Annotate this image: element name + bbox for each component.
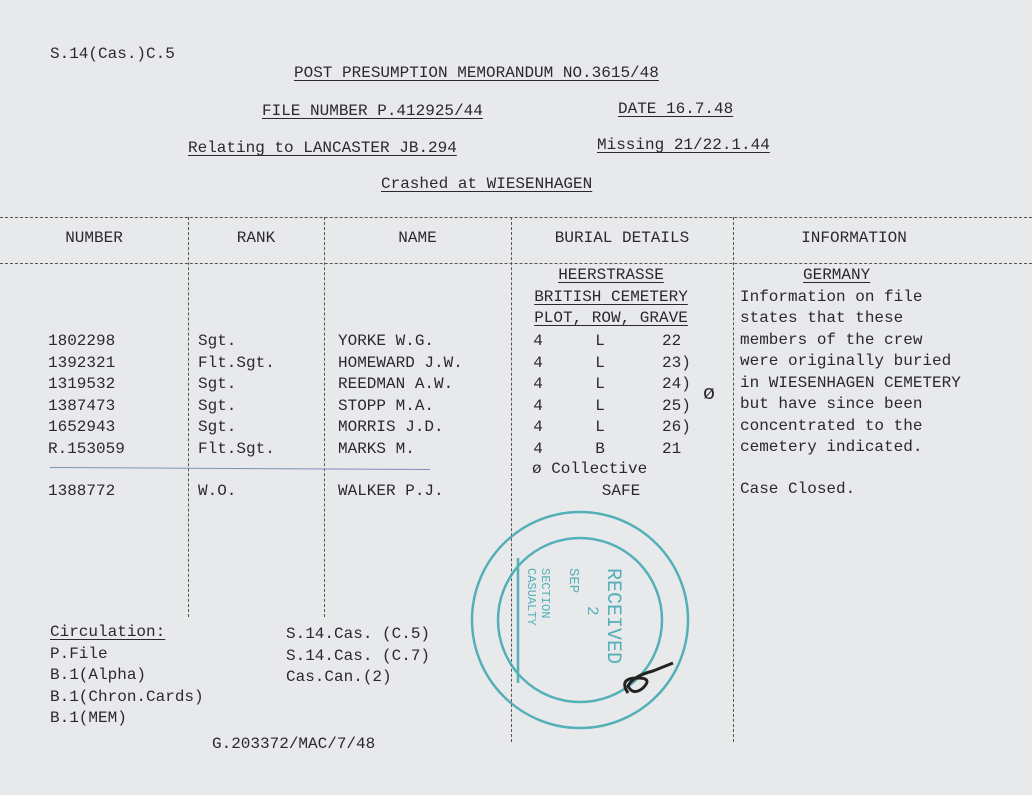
collective-note: ø Collective [532, 460, 648, 478]
circulation-item: B.1(Alpha) [50, 666, 147, 684]
casualty-name: YORKE W.G. [338, 332, 435, 350]
reference-code: S.14(Cas.)C.5 [50, 45, 175, 63]
table-row [0, 353, 733, 375]
grave-number: 25) [662, 396, 691, 415]
information-text [740, 265, 961, 459]
grave-plot: 4 [533, 418, 543, 436]
casualty-number: 1319532 [48, 375, 116, 393]
information-line: were originally buried [740, 352, 952, 370]
svg-text:RECEIVED: RECEIVED [601, 568, 624, 665]
cemetery-name: HEERSTRASSE [558, 266, 664, 284]
case-closed: Case Closed. [740, 480, 856, 498]
circulation-item: P.File [50, 644, 108, 663]
information-line: Information on file [740, 287, 923, 306]
grave-row: L [595, 375, 605, 393]
circulation-item: Cas.Can.(2) [286, 668, 392, 686]
collective-mark: ø [703, 383, 716, 406]
information-line: in WIESENHAGEN CEMETERY [740, 373, 961, 392]
column-divider [733, 217, 734, 742]
cemetery-type: BRITISH CEMETERY [534, 287, 688, 306]
information-heading: GERMANY [803, 266, 871, 284]
casualty-name: STOPP M.A. [338, 396, 435, 415]
grave-plot: 4 [533, 353, 543, 372]
grave-row: L [595, 418, 605, 436]
information-line: concentrated to the [740, 416, 923, 435]
casualty-rank: Flt.Sgt. [198, 353, 275, 372]
burial-cemetery-header [511, 265, 711, 330]
circulation-heading: Circulation: [50, 623, 166, 641]
casualty-name: HOMEWARD J.W. [338, 353, 463, 372]
circulation-item: B.1(MEM) [50, 709, 127, 727]
circulation-list [50, 622, 204, 730]
casualty-name: REEDMAN A.W. [338, 375, 454, 393]
casualty-number: R.153059 [48, 439, 125, 458]
casualty-rank: Sgt. [198, 418, 237, 436]
table-header-rule [0, 263, 1032, 264]
casualty-rank: Sgt. [198, 375, 237, 393]
grave-plot: 4 [533, 332, 543, 350]
grave-plot: 4 [533, 375, 543, 393]
casualty-rank: Sgt. [198, 396, 237, 415]
grave-row: B [595, 439, 605, 458]
information-line: members of the crew [740, 330, 923, 349]
casualty-name: MORRIS J.D. [338, 418, 444, 436]
relating-to: Relating to LANCASTER JB.294 [188, 139, 457, 157]
missing-date: Missing 21/22.1.44 [597, 136, 770, 154]
received-stamp [468, 508, 693, 733]
circulation-item: B.1(Chron.Cards) [50, 687, 204, 706]
svg-text:CASUALTY: CASUALTY [524, 568, 538, 626]
crash-location: Crashed at WIESENHAGEN [381, 175, 593, 193]
safe-number: 1388772 [48, 482, 116, 500]
table-row [0, 439, 733, 461]
casualty-rows [0, 331, 733, 460]
information-line: cemetery indicated. [740, 438, 923, 456]
information-line: states that these [740, 309, 904, 327]
casualty-number: 1387473 [48, 396, 116, 415]
memo-title: POST PRESUMPTION MEMORANDUM NO.3615/48 [294, 64, 659, 82]
table-top-rule [0, 217, 1032, 218]
safe-burial: SAFE [601, 482, 641, 500]
memo-date: DATE 16.7.48 [618, 100, 734, 118]
grave-number: 24) [662, 375, 691, 393]
signature-scribble [625, 663, 673, 693]
grave-plot: 4 [533, 396, 543, 415]
column-header-burial: BURIAL DETAILS [554, 229, 690, 247]
svg-text:SEP: SEP [565, 568, 581, 594]
column-header-number: NUMBER [65, 229, 123, 247]
information-line: but have since been [740, 395, 923, 413]
grave-row: L [595, 353, 605, 372]
svg-text:2: 2 [583, 606, 601, 616]
grave-number: 22 [662, 332, 682, 350]
circulation-item: S.14.Cas. (C.7) [286, 646, 431, 665]
separator-pen-line [50, 467, 430, 470]
casualty-rank: Flt.Sgt. [198, 439, 275, 458]
table-row [0, 396, 733, 418]
column-header-name: NAME [398, 229, 437, 247]
table-row [0, 331, 733, 353]
casualty-rank: Sgt. [198, 332, 237, 350]
casualty-name: MARKS M. [338, 439, 415, 458]
grave-number: 21 [662, 439, 682, 458]
casualty-number: 1392321 [48, 353, 116, 372]
circulation-item: S.14.Cas. (C.5) [286, 625, 431, 643]
footer-reference: G.203372/MAC/7/48 [212, 735, 376, 753]
table-row [0, 374, 733, 396]
grave-row: L [595, 396, 605, 415]
grave-number: 26) [662, 418, 691, 436]
svg-text:SECTION: SECTION [538, 568, 552, 619]
grave-plot: 4 [533, 439, 543, 458]
table-row [0, 417, 733, 439]
column-header-rank: RANK [236, 229, 276, 247]
file-number: FILE NUMBER P.412925/44 [262, 102, 483, 120]
plot-row-grave-label: PLOT, ROW, GRAVE [534, 309, 688, 327]
safe-rank: W.O. [198, 482, 237, 500]
casualty-number: 1802298 [48, 332, 116, 350]
column-header-information: INFORMATION [801, 229, 907, 247]
grave-row: L [595, 332, 605, 350]
casualty-number: 1652943 [48, 418, 116, 436]
safe-name: WALKER P.J. [338, 482, 444, 500]
circulation-list-right [286, 624, 430, 689]
grave-number: 23) [662, 353, 691, 372]
